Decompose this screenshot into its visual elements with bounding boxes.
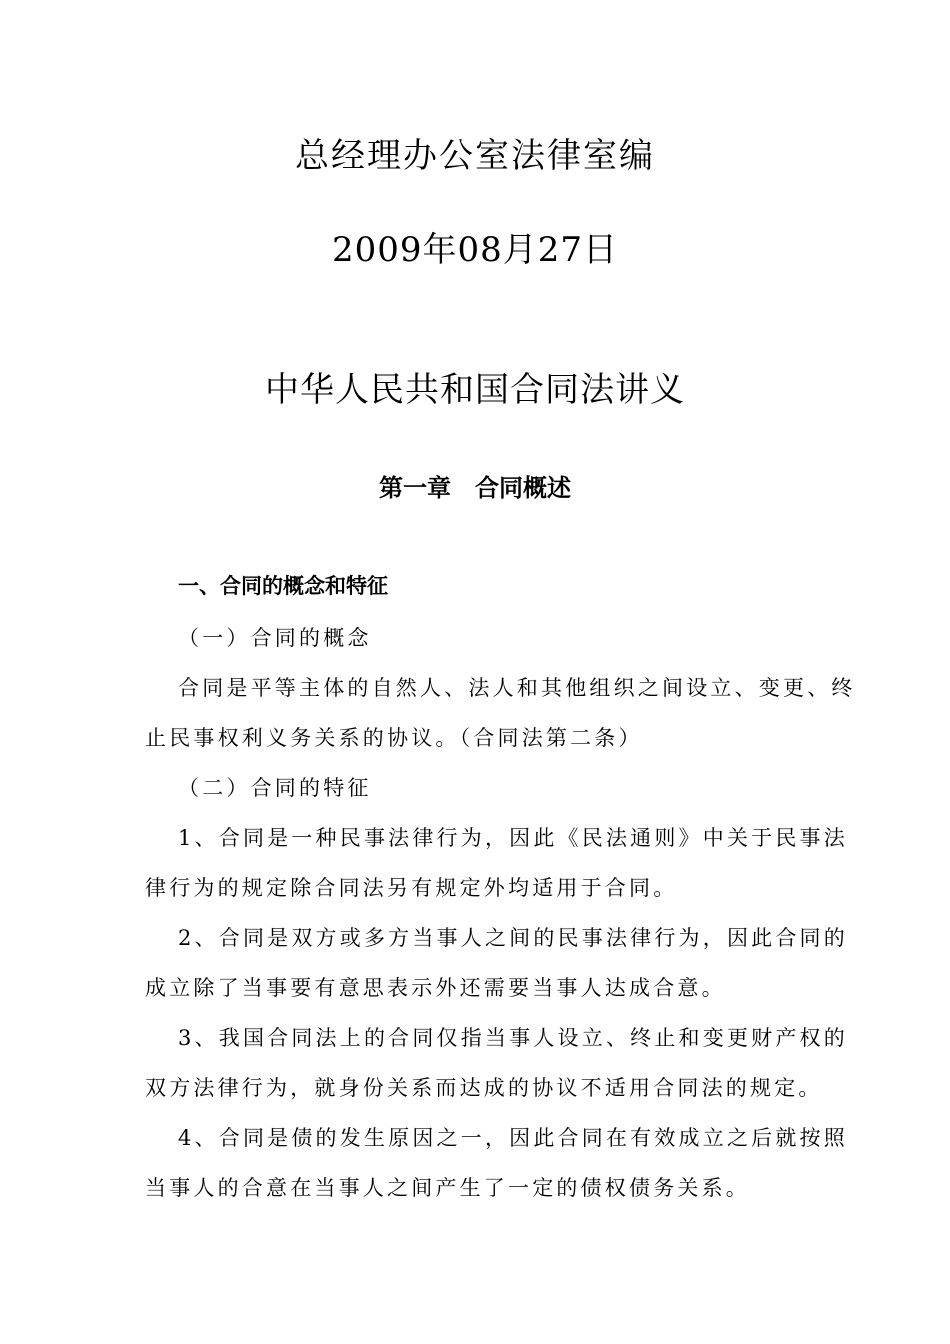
- list-item-line: 3、我国合同法上的合同仅指当事人设立、终止和变更财产权的: [178, 1026, 848, 1050]
- subsection-heading-features: （二）合同的特征: [178, 776, 372, 800]
- list-item-line: 4、合同是债的发生原因之一，因此合同在有效成立之后就按照: [178, 1126, 848, 1150]
- chapter-heading: 第一章 合同概述: [379, 474, 571, 502]
- document-title: 中华人民共和国合同法讲义: [265, 370, 685, 410]
- paragraph-line: 止民事权利义务关系的协议。（合同法第二条）: [145, 726, 643, 750]
- list-item-line: 1、合同是一种民事法律行为，因此《民法通则》中关于民事法: [178, 826, 848, 850]
- editor-heading: 总经理办公室法律室编: [295, 136, 655, 176]
- date-heading: 2009年08月27日: [331, 230, 619, 270]
- list-item-line: 双方法律行为，就身份关系而达成的协议不适用合同法的规定。: [145, 1076, 823, 1100]
- list-item-line: 成立除了当事要有意思表示外还需要当事人达成合意。: [145, 976, 726, 1000]
- list-item-line: 2、合同是双方或多方当事人之间的民事法律行为，因此合同的: [178, 926, 848, 950]
- paragraph-line: 合同是平等主体的自然人、法人和其他组织之间设立、变更、终: [178, 676, 856, 700]
- list-item-line: 当事人的合意在当事人之间产生了一定的债权债务关系。: [145, 1176, 750, 1200]
- list-item-line: 律行为的规定除合同法另有规定外均适用于合同。: [145, 876, 678, 900]
- subsection-heading-concept: （一）合同的概念: [178, 626, 372, 650]
- section-heading: 一、合同的概念和特征: [178, 574, 388, 598]
